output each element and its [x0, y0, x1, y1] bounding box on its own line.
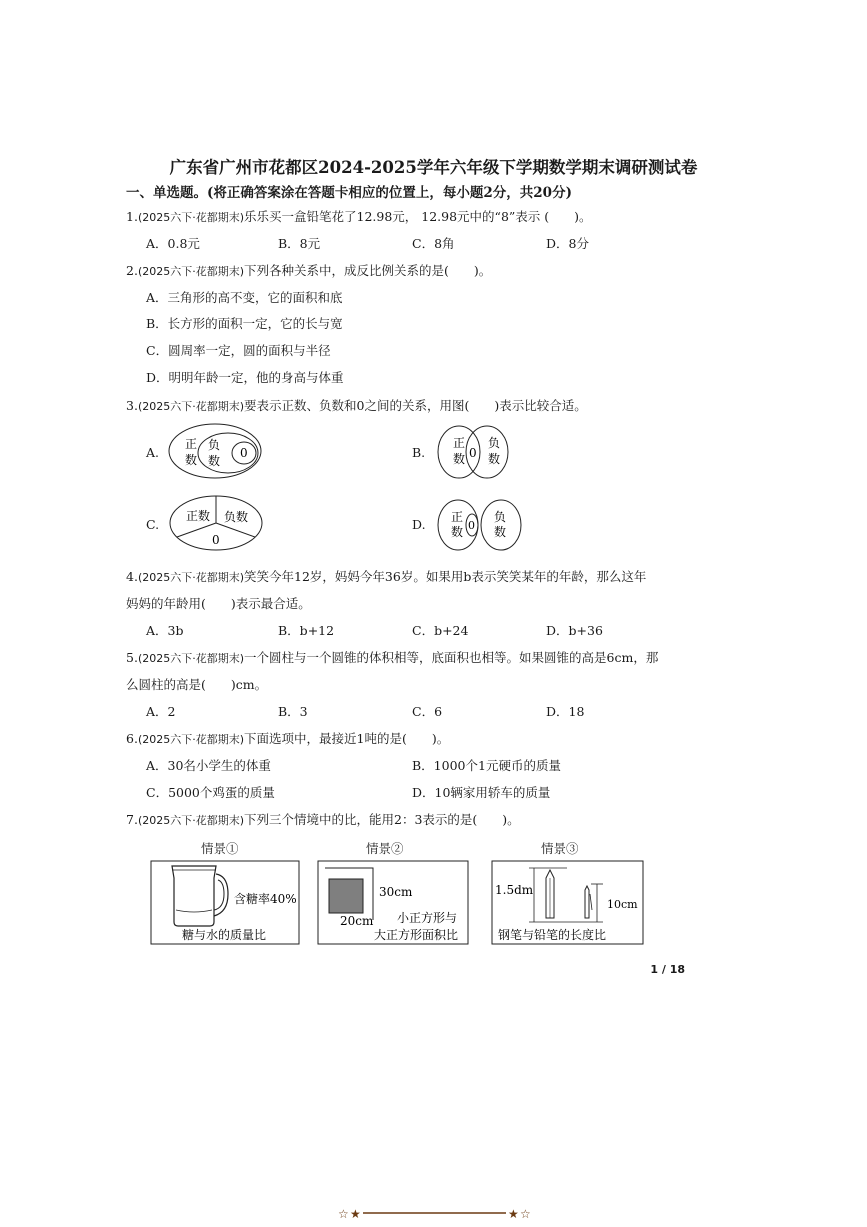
question-1: 1.(2025六下·花都期末)乐乐买一盒铅笔花了12.98元， 12.98元中的“8”表示 ( )。	[126, 209, 592, 224]
question-4-cont: 妈妈的年龄用( )表示最合适。	[126, 596, 311, 611]
q1-option-d[interactable]: D．8分	[546, 236, 589, 251]
q3-option-b[interactable]: B.	[412, 445, 426, 460]
q3-option-a[interactable]: A.	[146, 445, 160, 460]
venn-a-pos-1: 正	[185, 437, 198, 451]
venn-b-pos-2: 数	[453, 452, 466, 466]
footer-ornament	[338, 1203, 533, 1223]
venn-b-neg-2: 数	[488, 452, 501, 466]
q2-option-c[interactable]: C．圆周率一定，圆的面积与半径	[146, 343, 331, 358]
scene-2-caption-2: 大正方形面积比	[374, 928, 459, 942]
q6-option-b[interactable]: B．1000个1元硬币的质量	[412, 758, 561, 773]
q4-option-b[interactable]: B．b+12	[278, 623, 335, 638]
q6-option-c[interactable]: C．5000个鸡蛋的质量	[146, 785, 275, 800]
page-title: 广东省广州市花都区2024-2025学年六年级下学期数学期末调研测试卷	[169, 158, 698, 177]
venn-a-pos-2: 数	[185, 453, 198, 467]
scene-3-caption: 钢笔与铅笔的长度比	[498, 928, 607, 942]
star-outline-icon: ☆	[338, 1207, 349, 1221]
scene-1-caption: 糖与水的质量比	[182, 928, 267, 942]
question-5: 5.(2025六下·花都期末)一个圆柱与一个圆锥的体积相等，底面积也相等。如果圆锥的高是6cm，那	[126, 650, 659, 665]
q4-option-c[interactable]: C．b+24	[412, 623, 469, 638]
scene-1-figure	[150, 860, 300, 946]
venn-a-neg-2: 数	[208, 454, 221, 468]
pie-c-zero: 0	[212, 533, 220, 547]
page-number: 1 / 18	[650, 963, 685, 976]
scene-2-len-big: 30cm	[379, 885, 413, 899]
section-heading: 一、单选题。(将正确答案涂在答题卡相应的位置上，每小题2分，共20分)	[126, 185, 572, 201]
venn-d-pos-1: 正	[451, 510, 464, 524]
question-3: 3.(2025六下·花都期末)要表示正数、负数和0之间的关系，用图( )表示比较合适。	[126, 398, 587, 413]
q3-option-d[interactable]: D.	[412, 517, 426, 532]
scene-2-len-small: 20cm	[340, 914, 374, 928]
question-2: 2.(2025六下·花都期末)下列各种关系中，成反比例关系的是( )。	[126, 263, 492, 278]
q1-option-a[interactable]: A．0.8元	[146, 236, 200, 251]
question-6: 6.(2025六下·花都期末)下面选项中，最接近1吨的是( )。	[126, 731, 450, 746]
scene-1-sugar-rate: 含糖率40%	[234, 892, 297, 906]
q5-option-a[interactable]: A．2	[146, 704, 176, 719]
star-outline-icon: ☆	[520, 1207, 531, 1221]
q6-option-d[interactable]: D．10辆家用轿车的质量	[412, 785, 551, 800]
venn-diagram-b	[434, 422, 514, 482]
venn-d-neg-2: 数	[494, 525, 507, 539]
question-7: 7.(2025六下·花都期末)下列三个情境中的比，能用2：3表示的是( )。	[126, 812, 520, 827]
scene-3-title: 情景③	[541, 841, 579, 856]
venn-d-neg-1: 负	[494, 510, 507, 524]
pie-diagram-c	[166, 493, 266, 555]
venn-a-neg-1: 负	[208, 438, 221, 452]
scene-3-len-pencil: 1.5dm	[495, 883, 534, 897]
q2-option-a[interactable]: A．三角形的高不变，它的面积和底	[146, 290, 343, 305]
pie-c-pos: 正数	[186, 509, 211, 523]
scene-3-figure	[491, 860, 645, 946]
q3-option-c[interactable]: C.	[146, 517, 160, 532]
venn-diagram-a	[166, 422, 266, 482]
venn-diagram-d	[434, 495, 524, 555]
q5-option-d[interactable]: D．18	[546, 704, 585, 719]
q2-option-d[interactable]: D．明明年龄一定，他的身高与体重	[146, 370, 344, 385]
scene-2-title: 情景②	[366, 841, 404, 856]
q2-option-b[interactable]: B．长方形的面积一定，它的长与宽	[146, 316, 343, 331]
q5-option-b[interactable]: B．3	[278, 704, 308, 719]
venn-a-zero: 0	[240, 446, 248, 460]
scene-1-title: 情景①	[201, 841, 239, 856]
question-5-cont: 么圆柱的高是( )cm。	[126, 677, 268, 692]
q4-option-d[interactable]: D．b+36	[546, 623, 603, 638]
venn-b-neg-1: 负	[488, 436, 501, 450]
scene-2-figure	[317, 860, 469, 946]
q4-option-a[interactable]: A．3b	[146, 623, 184, 638]
venn-b-pos-1: 正	[453, 436, 466, 450]
q1-option-c[interactable]: C．8角	[412, 236, 455, 251]
q6-option-a[interactable]: A．30名小学生的体重	[146, 758, 271, 773]
scene-3-len-pen: 10cm	[607, 898, 638, 911]
scene-2-caption-1: 小正方形与	[397, 911, 458, 925]
question-4: 4.(2025六下·花都期末)笑笑今年12岁，妈妈今年36岁。如果用b表示笑笑某年的年龄，那么这年	[126, 569, 647, 584]
small-square	[329, 879, 363, 913]
venn-b-zero: 0	[469, 446, 477, 460]
star-solid-icon: ★	[350, 1207, 361, 1221]
venn-d-pos-2: 数	[451, 525, 464, 539]
venn-d-zero: 0	[468, 519, 475, 532]
pie-c-neg: 负数	[224, 510, 249, 524]
q5-option-c[interactable]: C．6	[412, 704, 443, 719]
q1-option-b[interactable]: B．8元	[278, 236, 321, 251]
star-solid-icon: ★	[508, 1207, 519, 1221]
